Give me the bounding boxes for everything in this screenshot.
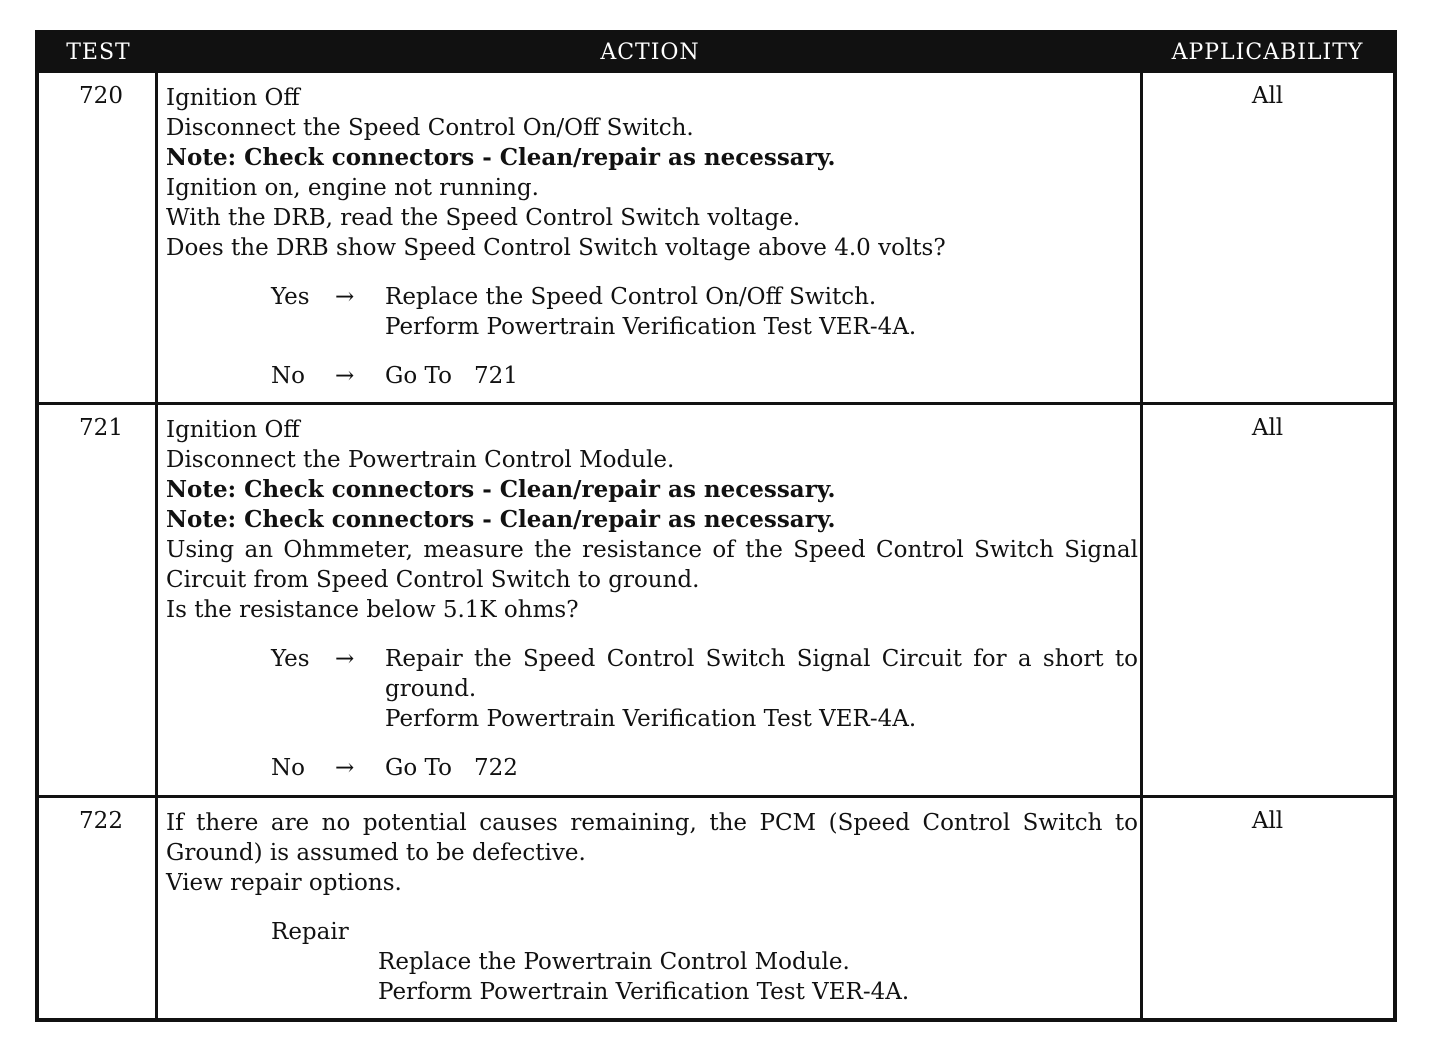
applicability-value: All [1251,808,1284,834]
yes-label: Yes [271,284,310,310]
right-arrow-icon: → [335,755,355,781]
applicability-value: All [1251,83,1284,109]
table-header [39,34,1393,73]
yes-result-line: Replace the Speed Control On/Off Switch. [385,284,877,310]
action-cell [166,808,1138,1007]
diagnostic-table [35,30,1397,1022]
action-line: Disconnect the Powertrain Control Module. [166,447,675,473]
yes-result-line: Perform Powertrain Verification Test VER-4A. [385,314,917,340]
repair-line: Replace the Powertrain Control Module. [378,949,850,975]
header-action: ACTION [600,40,700,65]
table-row-722 [39,798,1393,1018]
yes-outcome [166,644,1138,734]
repair-line: Perform Powertrain Verification Test VER-4A. [378,979,910,1005]
no-outcome [166,753,1138,783]
table-row-720 [39,73,1393,402]
no-label: No [271,363,305,389]
action-line: Ignition Off [166,85,300,111]
action-line: With the DRB, read the Speed Control Switch voltage. [166,205,801,231]
yes-result-line: Perform Powertrain Verification Test VER-4A. [385,706,917,732]
goto-label: Go To [385,755,452,781]
header-applicability: APPLICABILITY [1171,40,1364,65]
action-line: View repair options. [166,870,402,896]
repair-outcome [166,917,1138,1007]
goto-target: 722 [473,755,518,781]
right-arrow-icon: → [335,363,355,389]
repair-label: Repair [271,919,349,945]
header-test: TEST [66,40,131,65]
action-line: Ignition on, engine not running. [166,175,539,201]
no-label: No [271,755,305,781]
yes-outcome [166,282,1138,342]
action-note: Note: Check connectors - Clean/repair as necessary. [166,476,836,503]
goto-label: Go To [385,363,452,389]
test-number: 720 [79,83,123,109]
applicability-value: All [1251,415,1284,441]
action-question: Is the resistance below 5.1K ohms? [166,597,579,623]
yes-label: Yes [271,646,310,672]
no-outcome [166,361,1138,391]
action-cell [166,83,1138,391]
action-cell [166,415,1138,783]
right-arrow-icon: → [335,646,355,672]
action-line: Using an Ohmmeter, measure the resistance of the Speed Control Switch Signal Circuit from Speed Control Switch to ground. [166,537,1138,593]
goto-target: 721 [473,363,518,389]
action-line: If there are no potential causes remaining, the PCM (Speed Control Switch to Ground) is assumed to be defective. [166,810,1138,866]
action-line: Disconnect the Speed Control On/Off Switch. [166,115,694,141]
table-row-721 [39,405,1393,795]
action-line: Ignition Off [166,417,300,443]
right-arrow-icon: → [335,284,355,310]
yes-result-line: Repair the Speed Control Switch Signal Circuit for a short to ground. [385,646,1138,702]
action-question: Does the DRB show Speed Control Switch voltage above 4.0 volts? [166,235,946,261]
action-note: Note: Check connectors - Clean/repair as necessary. [166,144,836,171]
test-number: 722 [79,808,123,834]
test-number: 721 [79,415,123,441]
action-note: Note: Check connectors - Clean/repair as necessary. [166,506,836,533]
